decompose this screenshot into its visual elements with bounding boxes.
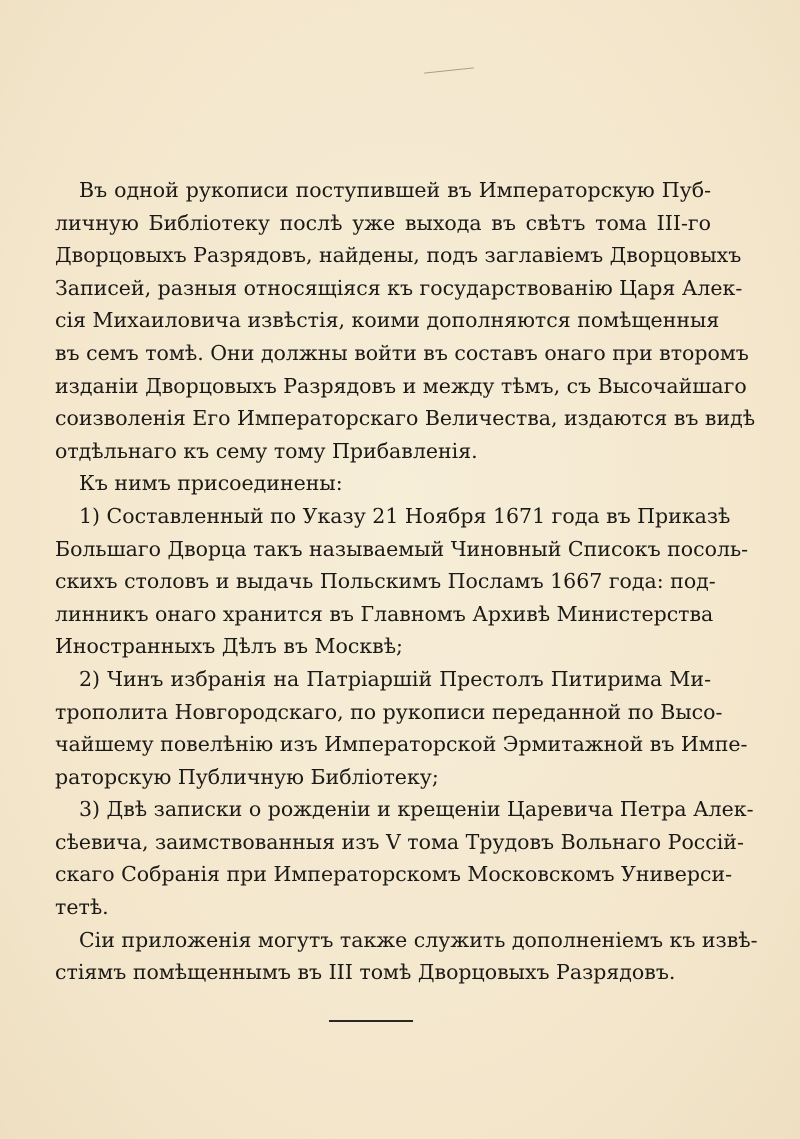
- text-line: Сіи приложенія могутъ также служить дополненіемъ къ извѣ-: [79, 927, 758, 952]
- text-line: 2) Чинъ избранія на Патріаршій Престолъ Питирима Ми-: [79, 666, 711, 691]
- text-line: тетѣ.: [55, 895, 109, 920]
- text-line: сѣевича, заимствованныя изъ V тома Трудовъ Вольнаго Россій-: [55, 829, 744, 854]
- text-line: сія Михаиловича извѣстія, коими дополняются помѣщенныя: [55, 308, 720, 333]
- text-line: Дворцовыхъ Разрядовъ, найдены, подъ заглавіемъ Дворцовыхъ: [55, 243, 742, 268]
- text-line: скихъ столовъ и выдачь Польскимъ Посламъ 1667 года: под-: [55, 569, 716, 594]
- text-line: 1) Составленный по Указу 21 Ноября 1671 года въ Приказѣ: [79, 503, 731, 528]
- text-line: Записей, разныя относящіяся къ государствованію Царя Алек-: [55, 275, 743, 300]
- section-divider: [329, 1020, 413, 1022]
- text-line: раторскую Публичную Библіотеку;: [55, 764, 439, 789]
- text-block: [55, 174, 758, 989]
- text-line: соизволенія Его Императорскаго Величества, издаются въ видѣ: [55, 406, 756, 431]
- text-line: скаго Собранія при Императорскомъ Московскомъ Универси-: [55, 862, 733, 887]
- text-line: линникъ онаго хранится въ Главномъ Архивѣ Министерства: [55, 601, 714, 626]
- pencil-mark: [424, 67, 474, 73]
- text-line: отдѣльнаго къ сему тому Прибавленія.: [55, 438, 478, 463]
- text-line: Иностранныхъ Дѣлъ въ Москвѣ;: [55, 634, 403, 659]
- text-line: изданіи Дворцовыхъ Разрядовъ и между тѣмъ, съ Высочайшаго: [55, 373, 747, 398]
- text-line: 3) Двѣ записки о рожденіи и крещеніи Царевича Петра Алек-: [79, 797, 754, 822]
- text-line: Большаго Дворца такъ называемый Чиновный Списокъ посоль-: [55, 536, 749, 561]
- text-line: въ семъ томѣ. Они должны войти въ составъ онаго при второмъ: [55, 340, 749, 365]
- text-line: трополита Новгородскаго, по рукописи переданной по Высо-: [55, 699, 723, 724]
- text-line: Къ нимъ присоединены:: [79, 471, 343, 496]
- text-line: Въ одной рукописи поступившей въ Императорскую Пуб-: [79, 178, 711, 202]
- text-line: личную Библіотеку послѣ уже выхода въ свѣтъ тома III-го: [55, 210, 711, 235]
- text-line: чайшему повелѣнію изъ Императорской Эрмитажной въ Импе-: [55, 732, 748, 757]
- text-line: стіямъ помѣщеннымъ въ III томѣ Дворцовыхъ Разрядовъ.: [55, 960, 676, 985]
